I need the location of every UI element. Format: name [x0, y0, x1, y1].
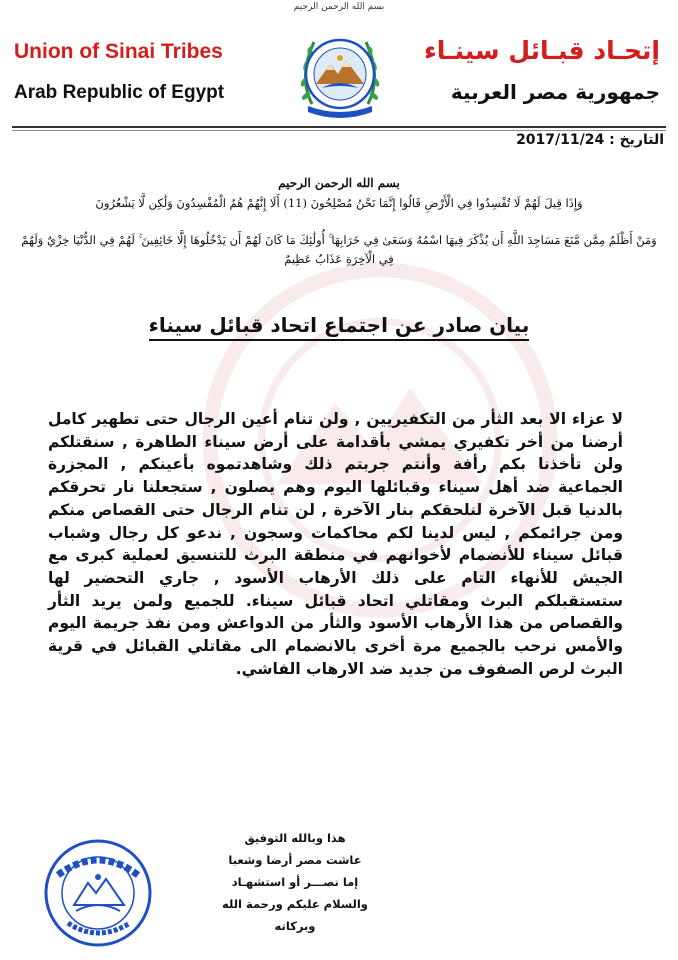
header-divider-thin	[12, 130, 666, 131]
country-name-arabic: جمهورية مصر العربية	[450, 80, 660, 104]
closing-line-4: والسلام عليكم ورحمة الله وبركاته	[222, 897, 368, 933]
statement-body: لا عزاء الا بعد الثأر من التكفيريين , ولن تنام أعين الرجال حتى تطهير كامل أرضنا من أخر تكفيري يمشي بأقدامة على أرض سيناء الطاهرة , سنقتلكم ولن تأخذنا بكم رأفة وأنتم جربتم ذلك وشاهدتموه بأعينكم , المجزرة الجماعية ضد أهل سيناء وقبائلها اليوم وهم يصلون , ستجعلنا نار تحرقكم بالدنيا قبل الآخرة لنلحقكم بنار الآخرة , لن تنام الرجال حتى القصاص منكم ومن جرائمكم , ليس لدينا لكم محاكمات وسجون , ندعو كل رجال وشباب قبائل سيناء للأنضمام لأخوانهم في منطقة البرث للتنسيق لعملية كبرى مع الجيش للأنهاء التام على ذلك الأرهاب الأسود , جاري التحضير لها ستستقبلكم البرث ومقاتلي اتحاد قبائل سيناء. للجميع ولمن يريد الثأر والقصاص من هذا الأرهاب الأسود والثأر من الدواعش ومن نفذ جريمة اليوم والأمس نرحب بالجميع مرة أخرى بالانضمام الى مقاتلي القبائل في قرية البرث لرص الصفوف من جديد ضد الارهاب الفاشي.	[48, 410, 623, 678]
country-name-english: Arab Republic of Egypt	[14, 82, 225, 103]
statement-headline	[0, 313, 678, 337]
date-value: 2017/11/24	[516, 132, 605, 148]
quran-verse-1: وَإِذَا قِيلَ لَهُمْ لَا تُفْسِدُوا فِي الْأَرْضِ قَالُوا إِنَّمَا نَحْنُ مُصْلِحُونَ (11) أَلَا إِنَّهُمْ هُمُ الْمُفْسِدُونَ وَلَٰكِن لَّا يَشْعُرُونَ	[95, 196, 583, 210]
closing-line-3: إما نصـــر أو استشهـاد	[231, 875, 359, 889]
official-stamp	[38, 835, 158, 950]
closing-line-2: عاشت مصر أرضا وشعبا	[228, 853, 362, 867]
org-name-arabic: إتحـاد قبـائل سينـاء	[423, 36, 660, 65]
header-divider	[12, 126, 666, 128]
document-date	[516, 132, 664, 148]
quran-verse-2: وَمَنْ أَظْلَمُ مِمَّن مَّنَعَ مَسَاجِدَ اللَّهِ أَن يُذْكَرَ فِيهَا اسْمُهُ وَسَعَىٰ فِي خَرَابِهَا ۚ أُولَٰئِكَ مَا كَانَ لَهُمْ أَن يَدْخُلُوهَا إِلَّا خَائِفِينَ ۚ لَهُمْ فِي الدُّنْيَا خِزْيٌ وَلَهُمْ فِي الْآخِرَةِ عَذَابٌ عَظِيمٌ	[21, 233, 657, 266]
org-name-english: Union of Sinai Tribes	[14, 40, 223, 63]
union-logo-emblem	[292, 22, 388, 126]
top-basmala: بسم الله الرحمن الرحيم	[293, 2, 385, 12]
closing-line-1: هذا وبالله التوفيق	[244, 831, 346, 845]
date-label: التاريخ :	[609, 132, 664, 148]
closing-block	[215, 827, 375, 937]
statement-headline-text: بيان صادر عن اجتماع اتحاد قبائل سيناء	[149, 313, 530, 341]
verse-basmala: بسم الله الرحمن الرحيم	[278, 176, 400, 190]
